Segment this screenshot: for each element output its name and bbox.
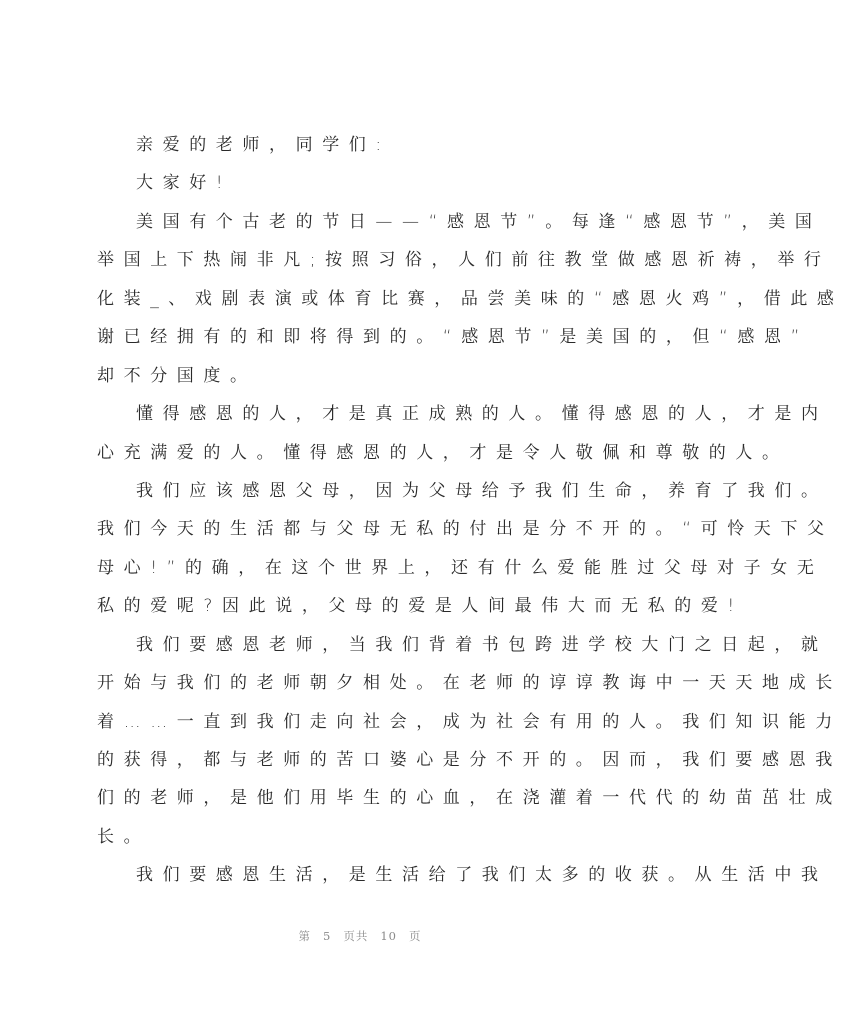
- text-line: 化装_、戏剧表演或体育比赛，品尝美味的“感恩火鸡”，借此感: [97, 288, 844, 309]
- footer-suffix: 页: [408, 929, 422, 943]
- text-line: 却不分国度。: [97, 365, 257, 386]
- text-line: 我们今天的生活都与父母无私的付出是分不开的。“可怜天下父: [97, 519, 834, 540]
- text-line: 举国上下热闹非凡;按照习俗，人们前往教堂做感恩祈祷，举行: [97, 250, 831, 271]
- text-line: 私的爱呢?因此说，父母的爱是人间最伟大而无私的爱!: [97, 596, 744, 617]
- text-line: 开始与我们的老师朝夕相处。在老师的谆谆教诲中一天天地成长: [97, 673, 842, 694]
- text-line: 美国有个古老的节日——“感恩节”。每逢“感恩节”，美国: [136, 211, 822, 232]
- text-line: 大家好!: [136, 173, 233, 194]
- text-line: 我们应该感恩父母，因为父母给予我们生命，养育了我们。: [136, 480, 828, 501]
- footer-middle: 页共: [343, 929, 369, 943]
- text-line: 们的老师，是他们用毕生的心血，在浇灌着一代代的幼苗茁壮成: [97, 788, 842, 809]
- current-page-number: 5: [323, 929, 332, 943]
- page-footer: [0, 928, 720, 944]
- text-line: 我们要感恩生活，是生活给了我们太多的收获。从生活中我: [136, 865, 828, 886]
- text-line: 心充满爱的人。懂得感恩的人，才是令人敬佩和尊敬的人。: [97, 442, 789, 463]
- text-line: 懂得感恩的人，才是真正成熟的人。懂得感恩的人，才是内: [136, 404, 828, 425]
- text-line: 母心!”的确，在这个世界上，还有什么爱能胜过父母对子女无: [97, 557, 824, 578]
- text-line: 亲爱的老师，同学们:: [136, 135, 391, 155]
- footer-prefix: 第: [298, 929, 312, 943]
- text-line: 长。: [97, 826, 151, 847]
- total-pages-number: 10: [380, 929, 397, 943]
- text-line: 我们要感恩老师，当我们背着书包跨进学校大门之日起，就: [136, 634, 828, 655]
- text-line: 的获得，都与老师的苦口婆心是分不开的。因而，我们要感恩我: [97, 750, 842, 770]
- text-line: 着……一直到我们走向社会，成为社会有用的人。我们知识能力: [97, 711, 842, 732]
- text-line: 谢已经拥有的和即将得到的。“感恩节”是美国的，但“感恩”: [97, 327, 810, 348]
- document-body: [97, 130, 844, 899]
